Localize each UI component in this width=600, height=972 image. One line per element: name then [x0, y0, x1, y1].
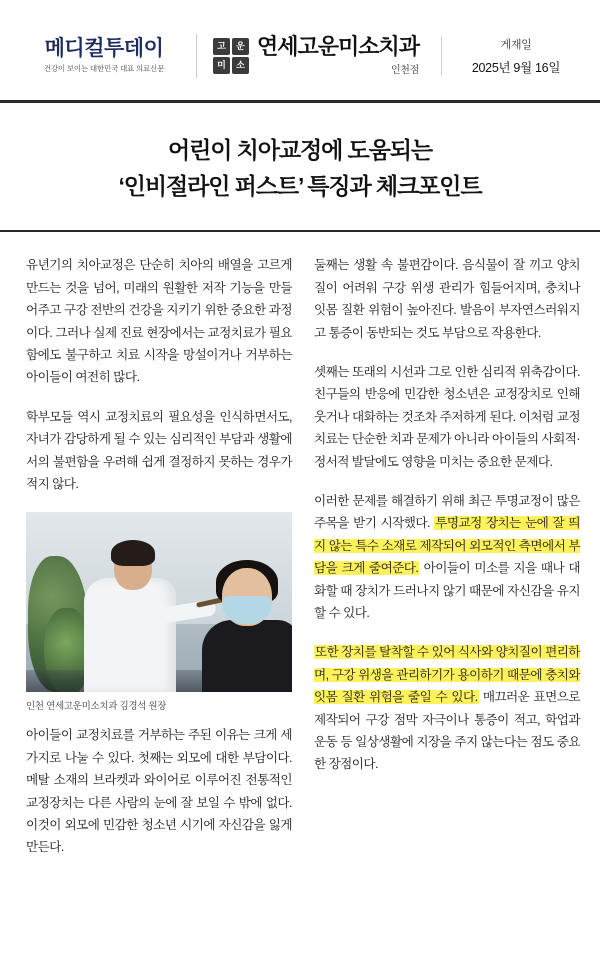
paragraph-highlighted: [314, 641, 580, 775]
clinic-text: [257, 36, 419, 76]
paragraph-highlighted: [314, 490, 580, 624]
header-divider: [196, 34, 197, 78]
clinic-treatment-photo: [26, 512, 292, 712]
body-text: 매끄러운 표면으로 제작되어 구강 점막 자극이나 통증이 적고, 학업과 운동 등 일상생활에 지장을 주지 않는다는 점도 중요한 장점이다.: [314, 690, 580, 772]
publisher-tagline: 건강이 보이는 대한민국 대표 의료신문: [43, 64, 165, 74]
logo-tile-3: 미: [213, 57, 230, 74]
paragraph: 유년기의 치아교정은 단순히 치아의 배열을 고르게 만드는 것을 넘어, 미래의 원활한 저작 기능을 만들어주고 구강 전반의 건강을 지키기 위한 중요한 과정이다. 그러나 실제 진료 현장에서는 교정치료가 필요함에도 불구하고 치료 시작을 망설이거나 거부하는 아이들이 여전히 많다.: [26, 258, 292, 385]
masthead: [0, 0, 600, 100]
column-left: [26, 254, 292, 876]
photo-image: [26, 512, 292, 692]
body-text: 셋째는 또래의 시선과 그로 인한 심리적 위축감이다. 친구들의 반응에 민감한 청소년은 교정장치로 인해 웃거나 대화하는 것조차 주저하게 된다. 이처럼 교정치료는 단순한 치과 문제가 아니라 아이들의 사회적·정서적 발달에도 영향을 미치는 중요한 문제다.: [314, 364, 580, 469]
column-right: [314, 254, 580, 876]
clinic-branch: 인천점: [390, 65, 420, 76]
photo-caption: 인천 연세고운미소치과 김경석 원장: [26, 701, 167, 713]
clinic-name: 연세고운미소치과: [257, 34, 420, 59]
body-text: 둘째는 생활 속 불편감이다. 음식물이 잘 끼고 양치질이 어려워 구강 위생 관리가 힘들어지며, 충치나 잇몸 질환 위험이 높아진다. 발음이 부자연스러워지고 통증이 동반되는 것도 부담으로 작용한다.: [314, 258, 580, 340]
logo-tile-2: 운: [232, 38, 249, 55]
title-line-2: ‘인비절라인 퍼스트’ 특징과 체크포인트: [118, 172, 482, 199]
title-line-1: 어린이 치아교정에 도움되는: [168, 137, 432, 163]
body-text: 아이들이 미소를 지을 때나 대화할 때 장치가 드러나지 않기 때문에 자신감을 유지할 수 있다.: [314, 561, 580, 620]
publish-date: 2025년 9월 16일: [471, 61, 561, 75]
photo-doctor-body: [84, 578, 176, 692]
publisher-name: 메디컬투데이: [44, 36, 164, 60]
highlighted-text: 또한 장치를 탈착할 수 있어 식사와 양치질이 편리하며, 구강 위생을 관리하기가 용이하기 때문에 충치와 잇몸 질환 위험을 줄일 수 있다.: [314, 645, 580, 705]
clinic-logo-icon: [213, 38, 249, 74]
article-title: [0, 103, 600, 230]
publisher-logo[interactable]: [28, 38, 180, 74]
highlighted-text: 투명교정 장치는 눈에 잘 띄지 않는 특수 소재로 제작되어 외모적인 측면에서 부담을 크게 줄여준다.: [314, 516, 580, 576]
logo-tile-4: 소: [232, 57, 249, 74]
body-text: 이러한 문제를 해결하기 위해 최근 투명교정이 많은 주목을 받기 시작했다.: [314, 493, 580, 531]
paragraph: 학부모들 역시 교정치료의 필요성을 인식하면서도, 자녀가 감당하게 될 수 있는 심리적인 부담과 생활에서의 불편함을 우려해 쉽게 결정하지 못하는 경우가 적지 않다.: [26, 409, 292, 491]
clinic-brand[interactable]: [213, 36, 441, 76]
paragraph: 아이들이 교정치료를 거부하는 주된 이유는 크게 세 가지로 나눌 수 있다. 첫째는 외모에 대한 부담이다. 메탈 소재의 브라켓과 와이어로 이루어진 전통적인 교정장치는 다른 사람의 눈에 잘 보일 수 밖에 없다. 이것이 외모에 민감한 청소년 시기에 자신감을 잃게 만든다.: [26, 728, 292, 855]
photo-patient-body: [202, 620, 292, 692]
publish-info: [441, 36, 572, 76]
paragraph: [314, 254, 580, 344]
photo-doctor-hair: [111, 540, 155, 566]
publish-label: 게재일: [500, 39, 532, 51]
article-body: [0, 232, 600, 876]
paragraph: [314, 361, 580, 473]
logo-tile-1: 고: [213, 38, 230, 55]
